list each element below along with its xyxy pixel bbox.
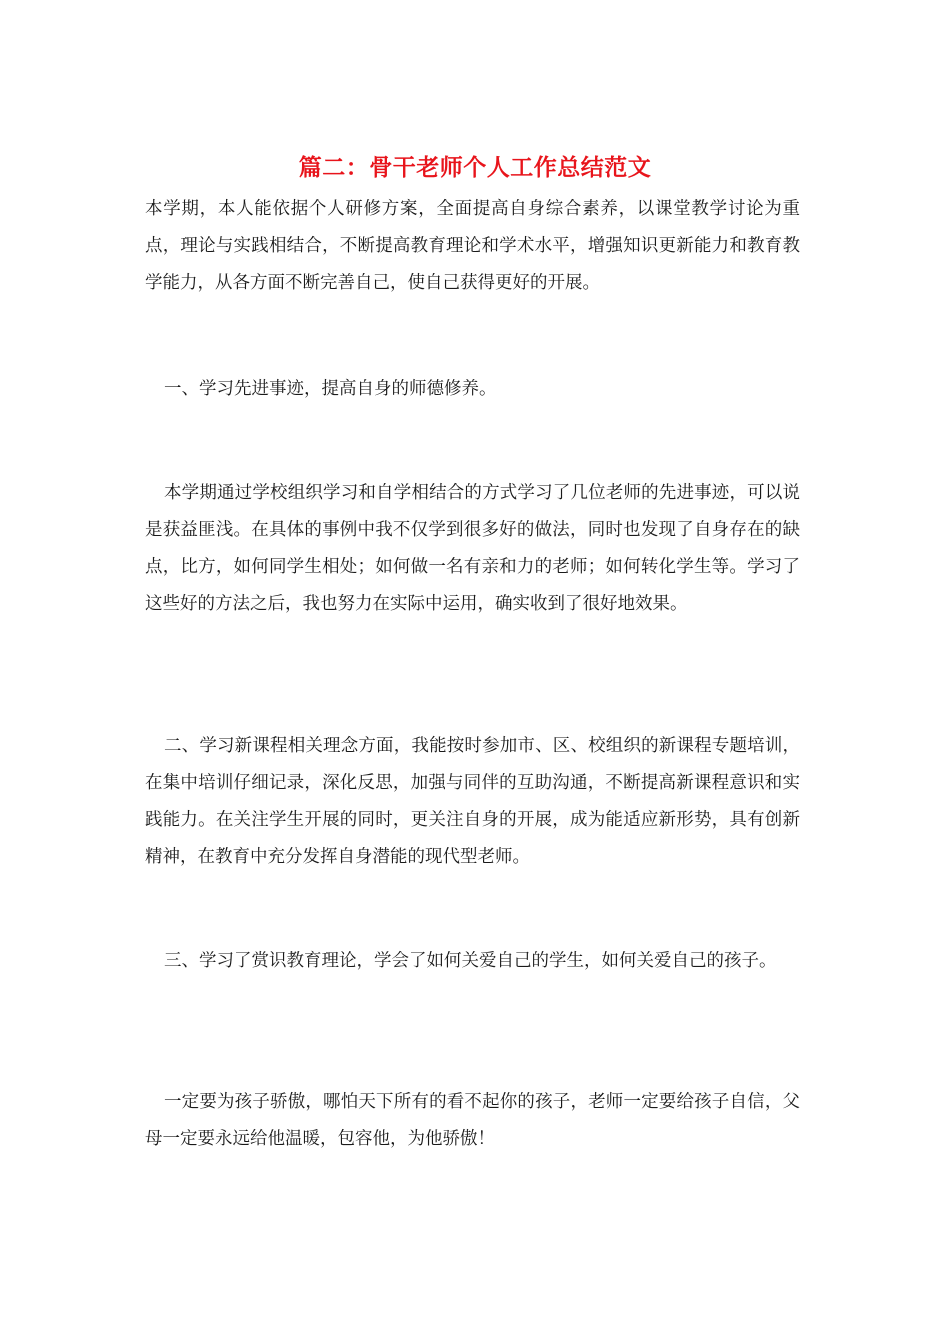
document-title: 篇二：骨干老师个人工作总结范文 xyxy=(298,154,652,181)
section-paragraph-2: 二、学习新课程相关理念方面，我能按时参加市、区、校组织的新课程专题培训，在集中培训仔细记录，深化反思，加强与同伴的互助沟通，不断提高新课程意识和实践能力。在关注学生开展的同时，更关注自身的开展，成为能适应新形势，具有创新精神，在教育中充分发挥自身潜能的现代型老师。 xyxy=(145,736,800,867)
intro-paragraph: 本学期，本人能依据个人研修方案，全面提高自身综合素养，以课堂教学讨论为重点，理论与实践相结合，不断提高教育理论和学术水平，增强知识更新能力和教育教学能力，从各方面不断完善自己，使自己获得更好的开展。 xyxy=(145,199,800,293)
closing-paragraph: 一定要为孩子骄傲，哪怕天下所有的看不起你的孩子，老师一定要给孩子自信，父母一定要永远给他温暖，包容他，为他骄傲！ xyxy=(145,1092,800,1149)
section-paragraph-3: 三、学习了赏识教育理论，学会了如何关爱自己的学生，如何关爱自己的孩子。 xyxy=(164,951,777,971)
section-paragraph-1: 本学期通过学校组织学习和自学相结合的方式学习了几位老师的先进事迹，可以说是获益匪浅。在具体的事例中我不仅学到很多好的做法，同时也发现了自身存在的缺点，比方，如何同学生相处；如何做一名有亲和力的老师；如何转化学生等。学习了这些好的方法之后，我也努力在实际中运用，确实收到了很好地效果。 xyxy=(145,483,800,614)
section-heading-1: 一、学习先进事迹，提高自身的师德修养。 xyxy=(164,379,497,399)
